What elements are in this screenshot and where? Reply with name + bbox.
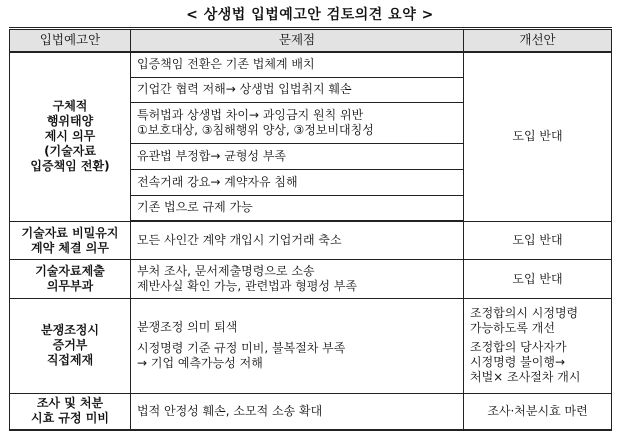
page-title: < 상생법 입법예고안 검토의견 요약 > xyxy=(186,7,434,23)
problem-cell: 유관법 부정합→ 균형성 부족 xyxy=(131,144,464,170)
improvement-line: 조정합의시 시정명령 xyxy=(470,306,579,321)
improvement-line: 가능하도록 개선 xyxy=(470,321,555,336)
table-row xyxy=(10,299,612,393)
problem-line: ①보호대상, ③침해행위 양상, ③정보비대칭성 xyxy=(137,123,374,138)
problem-line: 특허법과 상생법 차이→ 과잉금지 원칙 위반 xyxy=(137,108,364,123)
improvement-line: 시정명령 불이행→ xyxy=(470,355,566,370)
issue-line: 구체적 xyxy=(52,99,88,114)
problem-line: 부처 조사, 문서제출명령으로 소송 xyxy=(137,264,315,279)
problem-cell: 법적 안정성 훼손, 소모적 소송 확대 xyxy=(131,393,464,430)
issue-line: 직접제재 xyxy=(46,353,94,368)
improvement-cell: 조사·처분시효 마련 xyxy=(464,393,612,430)
improvement-cell: 도입 반대 xyxy=(464,52,612,222)
issue-line: 행위태양 xyxy=(46,114,94,129)
problem-line: 시정명령 기준 규정 미비, 불복절차 부족 xyxy=(137,341,346,356)
issue-line: 조사 및 처분 xyxy=(36,396,104,411)
issue-cell xyxy=(10,52,131,222)
problem-cell: 모든 사인간 계약 개입시 기업거래 축소 xyxy=(131,222,464,260)
header-issue: 입법예고안 xyxy=(10,29,131,52)
issue-line: 제시 의무 xyxy=(44,129,96,144)
issue-cell xyxy=(10,222,131,260)
problem-cell: 전속거래 강요→ 계약자유 침해 xyxy=(131,169,464,195)
table-row xyxy=(10,393,612,430)
table-row xyxy=(10,52,612,78)
problem-line: 분쟁조정 의미 퇴색 xyxy=(137,320,238,335)
problem-cell: 입증책임 전환은 기존 법체계 배치 xyxy=(131,52,464,78)
issue-line: 기술자료 비밀유지 xyxy=(21,225,119,240)
issue-cell xyxy=(10,393,131,430)
issue-line: (기술자료 xyxy=(44,144,96,159)
header-improvement: 개선안 xyxy=(464,29,612,52)
issue-cell xyxy=(10,260,131,299)
problem-cell xyxy=(131,299,464,393)
header-row xyxy=(10,29,612,52)
problem-line: → 기업 예측가능성 저해 xyxy=(137,356,263,371)
improvement-cell: 도입 반대 xyxy=(464,260,612,299)
issue-line: 기술자료제출 xyxy=(35,264,105,279)
summary-table xyxy=(9,27,612,431)
improvement-line: 처벌× 조사절차 개시 xyxy=(470,370,581,385)
problem-cell xyxy=(131,103,464,144)
issue-line: 분쟁조정시 xyxy=(41,323,99,338)
issue-line: 시효 규정 미비 xyxy=(31,411,109,426)
issue-cell xyxy=(10,299,131,393)
issue-line: 입증책임 전환) xyxy=(30,159,110,174)
issue-line: 의무부과 xyxy=(46,279,94,294)
improvement-cell: 도입 반대 xyxy=(464,222,612,260)
header-problem: 문제점 xyxy=(131,29,464,52)
issue-line: 계약 체결 의무 xyxy=(31,240,109,255)
problem-cell: 기업간 협력 저해→ 상생법 입법취지 훼손 xyxy=(131,77,464,103)
problem-cell: 기존 법으로 규제 가능 xyxy=(131,195,464,221)
issue-line: 증거부 xyxy=(52,338,88,353)
table-row xyxy=(10,260,612,299)
problem-cell xyxy=(131,260,464,299)
problem-line: 제반사실 확인 가능, 관련법과 형평성 부족 xyxy=(137,279,357,294)
improvement-line: 조정합의 당사자가 xyxy=(470,340,567,355)
improvement-cell xyxy=(464,299,612,393)
table-row xyxy=(10,222,612,260)
